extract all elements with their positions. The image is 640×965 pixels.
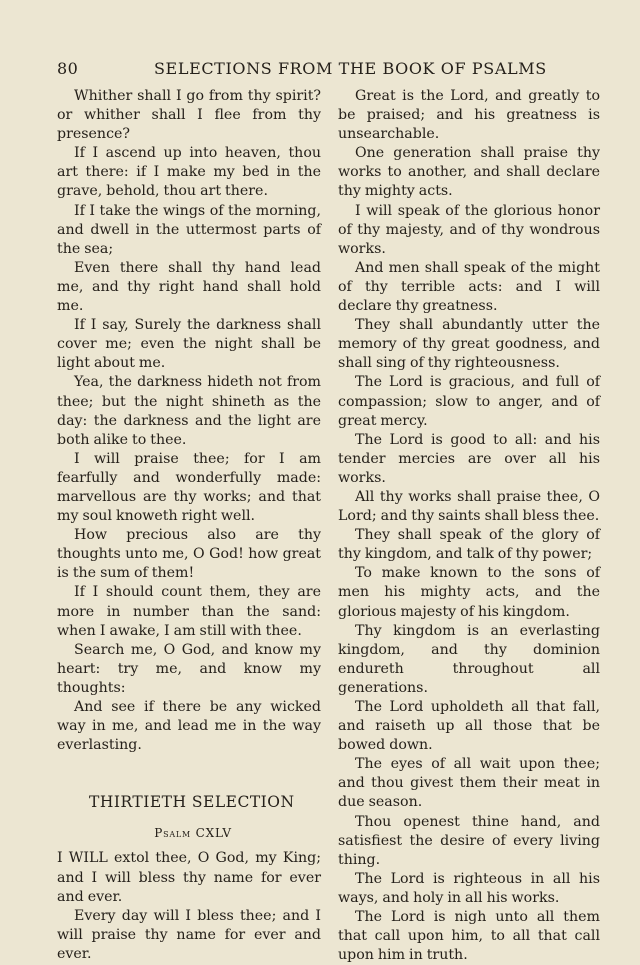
verse: If I ascend up into heaven, thou art there: if I make my bed in the grave, behold, thou art there.: [57, 145, 321, 200]
verse: If I say, Surely the darkness shall cover me; even the night shall be light about me.: [57, 317, 321, 372]
right-column: [338, 87, 600, 965]
page-number: 80: [57, 59, 79, 78]
verse: They shall speak of the glory of thy kingdom, and talk of thy power;: [338, 527, 600, 563]
verse: Thou openest thine hand, and satisfiest the desire of every living thing.: [338, 813, 600, 868]
running-title: SELECTIONS FROM THE BOOK OF PSALMS: [154, 59, 547, 78]
verse: The Lord is good to all: and his tender mercies are over all his works.: [338, 431, 600, 486]
verse: Great is the Lord, and greatly to be praised; and his greatness is unsearchable.: [338, 88, 600, 143]
verse: All thy works shall praise thee, O Lord; and thy saints shall bless thee.: [338, 488, 600, 525]
verse: One generation shall praise thy works to another, and shall declare thy mighty acts.: [338, 145, 600, 200]
selection-title: THIRTIETH SELECTION: [89, 793, 295, 812]
verse: How precious also are thy thoughts unto me, O God! how great is the sum of them!: [57, 527, 321, 582]
verse: The eyes of all wait upon thee; and thou givest them their meat in due season.: [338, 756, 600, 811]
verse: The Lord is righteous in all his ways, and holy in all his works.: [338, 870, 600, 906]
psalm-label: Psalm CXLV: [154, 826, 232, 841]
verse: If I take the wings of the morning, and dwell in the uttermost parts of the sea;: [57, 202, 321, 257]
verse: I will speak of the glorious honor of thy majesty, and of thy wondrous works.: [338, 202, 600, 257]
verse: And see if there be any wicked way in me, and lead me in the way everlasting.: [57, 699, 321, 754]
verse: Even there shall thy hand lead me, and thy right hand shall hold me.: [57, 259, 321, 315]
verse: Every day will I bless thee; and I will praise thy name for ever and ever.: [57, 907, 321, 962]
verse: Yea, the darkness hideth not from thee; but the night shineth as the day: the darkness and the light are both alike to thee.: [57, 374, 321, 448]
verse: Whither shall I go from thy spirit? or whither shall I flee from thy presence?: [57, 88, 321, 143]
verse: If I should count them, they are more in number than the sand: when I awake, I am still with thee.: [57, 584, 321, 639]
verse: To make known to the sons of men his mighty acts, and the glorious majesty of his kingdom.: [338, 565, 600, 620]
verse: The Lord upholdeth all that fall, and raiseth up all those that be bowed down.: [338, 699, 600, 754]
verse: Thy kingdom is an everlasting kingdom, and thy dominion endureth throughout all generations.: [338, 622, 600, 696]
verse: They shall abundantly utter the memory of thy great goodness, and shall sing of thy righteousness.: [338, 317, 600, 372]
verse: And men shall speak of the might of thy terrible acts: and I will declare thy greatness.: [338, 259, 600, 315]
verse: Search me, O God, and know my heart: try me, and know my thoughts:: [57, 641, 321, 696]
left-column: [57, 87, 321, 964]
verse: The Lord is gracious, and full of compassion; slow to anger, and of great mercy.: [338, 374, 600, 429]
verse: The Lord is nigh unto all them that call upon him, to all that call upon him in truth.: [338, 909, 600, 964]
verse: I will praise thee; for I am fearfully and wonderfully made: marvellous are thy works; and that my soul knoweth right well.: [57, 450, 321, 525]
verse: I WILL extol thee, O God, my King; and I will bless thy name for ever and ever.: [57, 850, 321, 905]
